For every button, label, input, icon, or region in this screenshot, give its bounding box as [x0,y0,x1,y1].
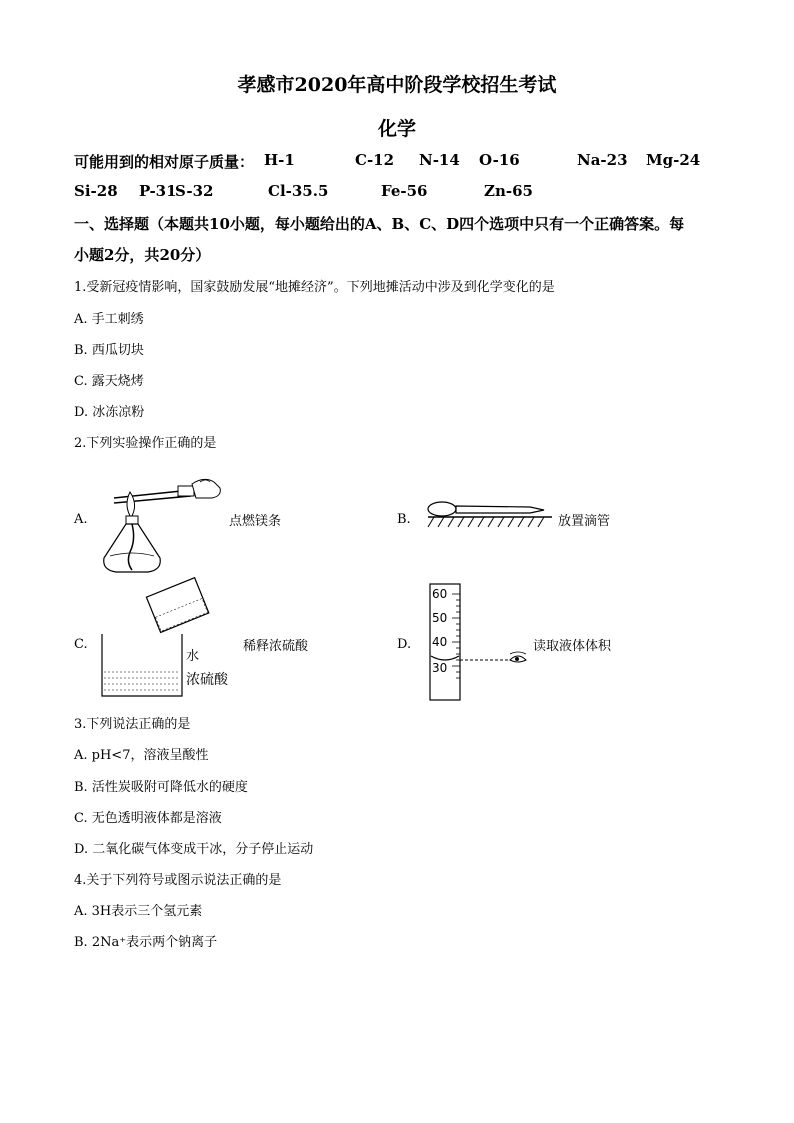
q1-option-d: D. 冰冻凉粉 [74,405,145,420]
label-water: 水 [186,649,200,664]
mass-na: Na-23 [577,151,628,169]
figure-burn-magnesium [96,470,226,580]
mass-s: S-32 [175,182,214,200]
mass-o: O-16 [479,151,520,169]
mass-n: N-14 [419,151,460,169]
label-conc-acid: 浓硫酸 [186,672,228,688]
q2-option-c-letter: C. [74,637,88,652]
section-heading-line1: 一、选择题（本题共10小题，每小题给出的A、B、C、D四个选项中只有一个正确答案。每 [74,215,685,233]
q3-option-a: A. pH<7，溶液呈酸性 [74,748,209,763]
figure-place-dropper [420,497,560,533]
section-heading-line2: 小题2分，共20分） [74,246,211,264]
q2-option-b-caption: 放置滴管 [558,514,611,529]
q2-option-b-letter: B. [397,512,411,527]
mass-h: H-1 [264,151,295,169]
q2-option-d-caption: 读取液体体积 [533,639,612,654]
mass-cl: Cl-35.5 [268,182,329,200]
mass-c: C-12 [355,151,395,169]
tick-60: 60 [432,587,448,601]
q2-option-a-letter: A. [74,512,88,527]
q2-stem: 2.下列实验操作正确的是 [74,436,217,451]
mass-si: Si-28 [74,182,118,200]
figure-dilute-acid [96,572,266,704]
mass-fe: Fe-56 [381,182,428,200]
mass-mg: Mg-24 [646,151,701,169]
q2-option-d-letter: D. [397,637,412,652]
q1-option-a: A. 手工刺绣 [74,312,144,327]
figure-read-cylinder [420,580,540,702]
subject-title: 化学 [377,118,416,140]
q4-option-a: A. 3H表示三个氢元素 [74,904,203,919]
q2-option-a-caption: 点燃镁条 [229,514,282,529]
q1-option-c: C. 露天烧烤 [74,374,144,389]
exam-title: 孝感市2020年高中阶段学校招生考试 [237,74,557,96]
q3-stem: 3.下列说法正确的是 [74,717,191,732]
mass-zn: Zn-65 [484,182,533,200]
tick-30: 30 [432,661,448,675]
tick-40: 40 [432,635,448,649]
q4-option-b: B. 2Na⁺表示两个钠离子 [74,935,218,950]
q1-stem: 1.受新冠疫情影响，国家鼓励发展“地摊经济”。下列地摊活动中涉及到化学变化的是 [74,280,555,295]
mass-p: P-31 [139,182,177,200]
atomic-mass-label: 可能用到的相对原子质量： [74,153,255,171]
q3-option-d: D. 二氧化碳气体变成干冰，分子停止运动 [74,842,314,857]
q1-option-b: B. 西瓜切块 [74,343,144,358]
q4-stem: 4.关于下列符号或图示说法正确的是 [74,873,282,888]
tick-50: 50 [432,611,448,625]
q3-option-c: C. 无色透明液体都是溶液 [74,811,222,826]
q2-option-c-caption: 稀释浓硫酸 [243,639,309,654]
q3-option-b: B. 活性炭吸附可降低水的硬度 [74,780,248,795]
